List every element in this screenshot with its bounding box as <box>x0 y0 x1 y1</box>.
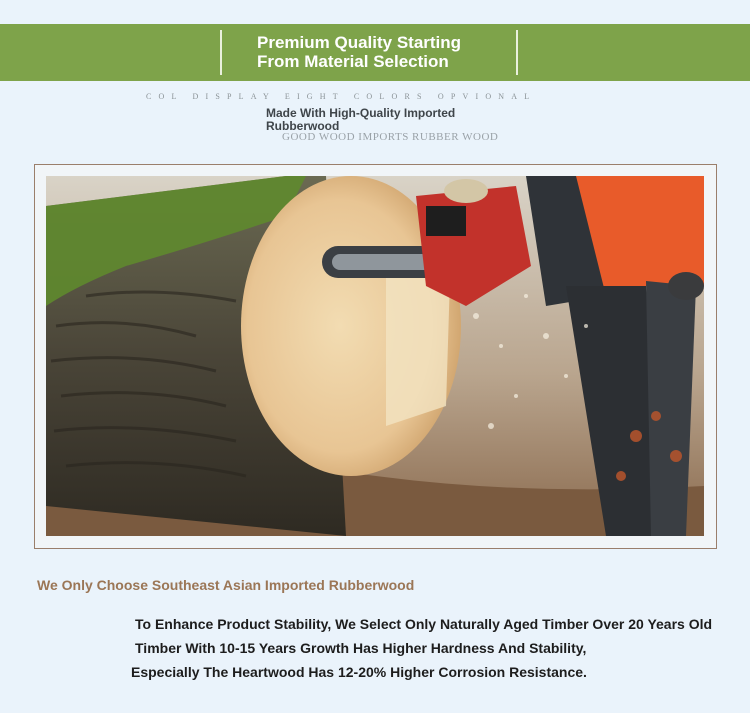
photo-frame <box>34 164 717 549</box>
section-caption: We Only Choose Southeast Asian Imported Rubberwood <box>37 577 415 593</box>
banner-title <box>257 33 461 71</box>
ghost-text: GOOD WOOD IMPORTS RUBBER WOOD <box>282 131 499 143</box>
body-line-2: Timber With 10-15 Years Growth Has Higher Hardness And Stability, <box>135 640 587 656</box>
header-banner <box>0 24 750 81</box>
body-line-3: Especially The Heartwood Has 12-20% Higher Corrosion Resistance. <box>131 664 587 680</box>
spaced-subtitle: COL DISPLAY EIGHT COLORS OPVIONAL <box>146 92 537 101</box>
banner-divider-left <box>220 30 222 75</box>
banner-title-line2: From Material Selection <box>257 52 449 71</box>
body-line-1: To Enhance Product Stability, We Select Only Naturally Aged Timber Over 20 Years Old <box>135 616 713 632</box>
chainsaw-log-photo <box>46 176 704 536</box>
made-with-text: Made With High-Quality Imported Rubberwood <box>266 106 456 133</box>
banner-title-line1: Premium Quality Starting <box>257 33 462 52</box>
banner-divider-right <box>516 30 518 75</box>
